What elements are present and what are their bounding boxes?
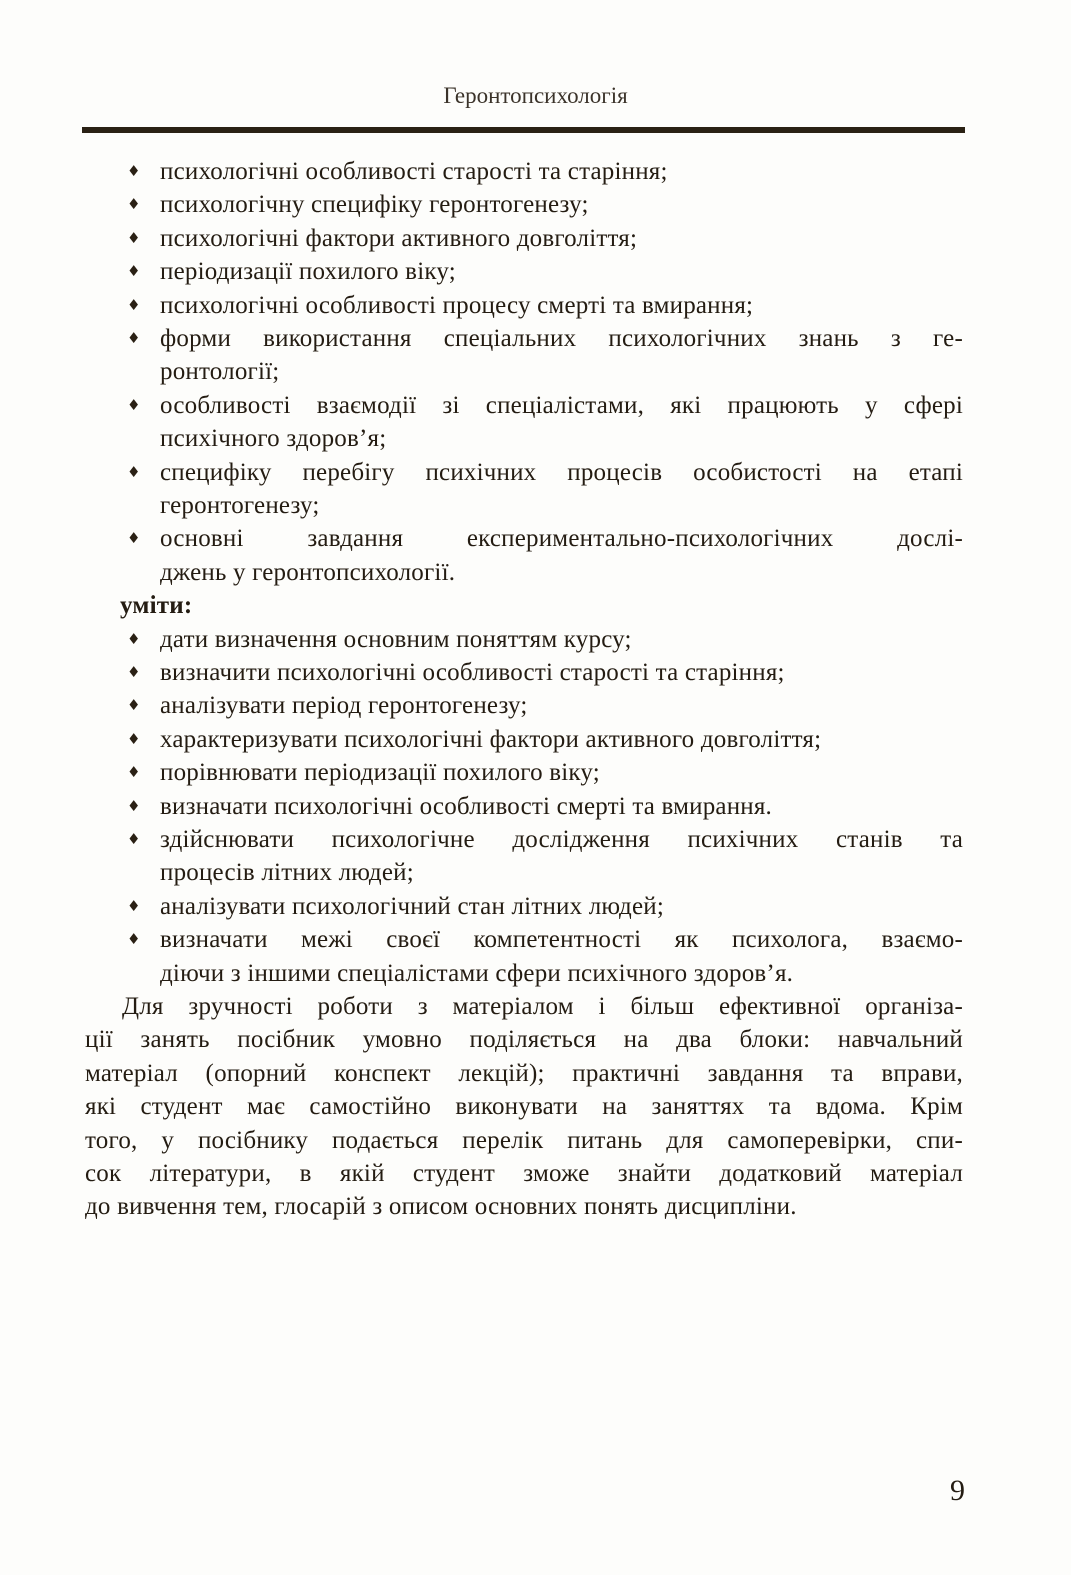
list-item-line: специфіку перебігу психічних процесів особистості на етапі <box>160 458 963 486</box>
diamond-bullet-icon: ♦ <box>127 663 141 682</box>
list-item-line: психічного здоров’я; <box>160 425 387 453</box>
list-item <box>85 522 963 589</box>
list-item <box>85 723 963 756</box>
closing-paragraph <box>85 990 963 1224</box>
list-item-line: визначити психологічні особливості старості та старіння; <box>160 659 785 687</box>
paragraph-line: які студент має самостійно виконувати на заняттях та вдома. Крім <box>85 1093 963 1121</box>
list-item <box>85 890 963 923</box>
list-item-line: ронтології; <box>160 358 280 386</box>
list-item-line: основні завдання експериментально-психологічних дослі- <box>160 525 963 553</box>
diamond-bullet-icon: ♦ <box>127 830 141 849</box>
diamond-bullet-icon: ♦ <box>127 228 141 247</box>
list-item <box>85 623 963 656</box>
list-item-line: особливості взаємодії зі спеціалістами, які працюють у сфері <box>160 391 963 419</box>
list-item <box>85 289 963 322</box>
list-item-line: здійснювати психологічне дослідження психічних станів та <box>160 826 963 854</box>
diamond-bullet-icon: ♦ <box>127 763 141 782</box>
diamond-bullet-icon: ♦ <box>127 395 141 414</box>
paragraph-line: матеріал (опорний конспект лекцій); практичні завдання та вправи, <box>85 1059 963 1087</box>
page-number: 9 <box>950 1474 965 1507</box>
diamond-bullet-icon: ♦ <box>127 529 141 548</box>
list-item <box>85 923 963 990</box>
header-divider-rule <box>82 127 965 133</box>
paragraph-line: того, у посібнику подається перелік питань для самоперевірки, спи- <box>85 1126 963 1154</box>
list-item-line: психологічні особливості старості та старіння; <box>160 158 668 185</box>
diamond-bullet-icon: ♦ <box>127 930 141 949</box>
list-item-line: джень у геронтопсихології. <box>160 558 456 586</box>
subheading-umity: уміти: <box>120 592 193 620</box>
list-item <box>85 255 963 288</box>
list-item <box>85 689 963 722</box>
diamond-bullet-icon: ♦ <box>127 896 141 915</box>
list-item <box>85 188 963 221</box>
list-item <box>85 322 963 389</box>
diamond-bullet-icon: ♦ <box>127 329 141 348</box>
list-item-line: процесів літних людей; <box>160 859 414 887</box>
diamond-bullet-icon: ♦ <box>127 629 141 648</box>
diamond-bullet-icon: ♦ <box>127 729 141 748</box>
diamond-bullet-icon: ♦ <box>127 262 141 281</box>
list-item <box>85 823 963 890</box>
diamond-bullet-icon: ♦ <box>127 796 141 815</box>
list-item <box>85 790 963 823</box>
list-item <box>85 389 963 456</box>
diamond-bullet-icon: ♦ <box>127 162 141 180</box>
list-item-line: аналізувати психологічний стан літних людей; <box>160 892 664 920</box>
list-item-line: геронтогенезу; <box>160 492 320 520</box>
list-item <box>85 155 963 188</box>
list-item-line: порівнювати періодизації похилого віку; <box>160 759 600 787</box>
list-item-line: психологічну специфіку геронтогенезу; <box>160 191 589 219</box>
able-list <box>85 623 963 990</box>
list-item-line: визначати межі своєї компетентності як психолога, взаємо- <box>160 926 963 954</box>
paragraph-line: до вивчення тем, глосарій з описом основних понять дисципліни. <box>85 1193 797 1221</box>
list-item <box>85 756 963 789</box>
list-item-line: психологічні фактори активного довголіття; <box>160 224 638 252</box>
paragraph-line: Для зручності роботи з матеріалом і більш ефективної організа- <box>122 993 963 1021</box>
diamond-bullet-icon: ♦ <box>127 696 141 715</box>
list-item <box>85 456 963 523</box>
list-item-line: діючи з іншими спеціалістами сфери психічного здоров’я. <box>160 959 794 987</box>
list-item-line: дати визначення основним поняттям курсу; <box>160 625 632 653</box>
paragraph-line: ції занять посібник умовно поділяється на два блоки: навчальний <box>85 1026 963 1054</box>
diamond-bullet-icon: ♦ <box>127 462 141 481</box>
list-item-line: періодизації похилого віку; <box>160 258 456 286</box>
paragraph-line: сок літератури, в якій студент зможе знайти додатковий матеріал <box>85 1160 963 1188</box>
list-item <box>85 656 963 689</box>
know-list <box>85 155 963 589</box>
list-item-line: визначати психологічні особливості смерті та вмирання. <box>160 792 773 820</box>
list-item <box>85 222 963 255</box>
running-title: Геронтопсихологія <box>443 83 628 108</box>
diamond-bullet-icon: ♦ <box>127 195 141 214</box>
list-item-line: аналізувати період геронтогенезу; <box>160 692 528 720</box>
list-item-line: форми використання спеціальних психологічних знань з ге- <box>160 325 963 353</box>
list-item-line: характеризувати психологічні фактори активного довголіття; <box>160 725 822 753</box>
page-content <box>85 155 963 1224</box>
diamond-bullet-icon: ♦ <box>127 295 141 314</box>
list-item-line: психологічні особливості процесу смерті та вмирання; <box>160 291 754 319</box>
